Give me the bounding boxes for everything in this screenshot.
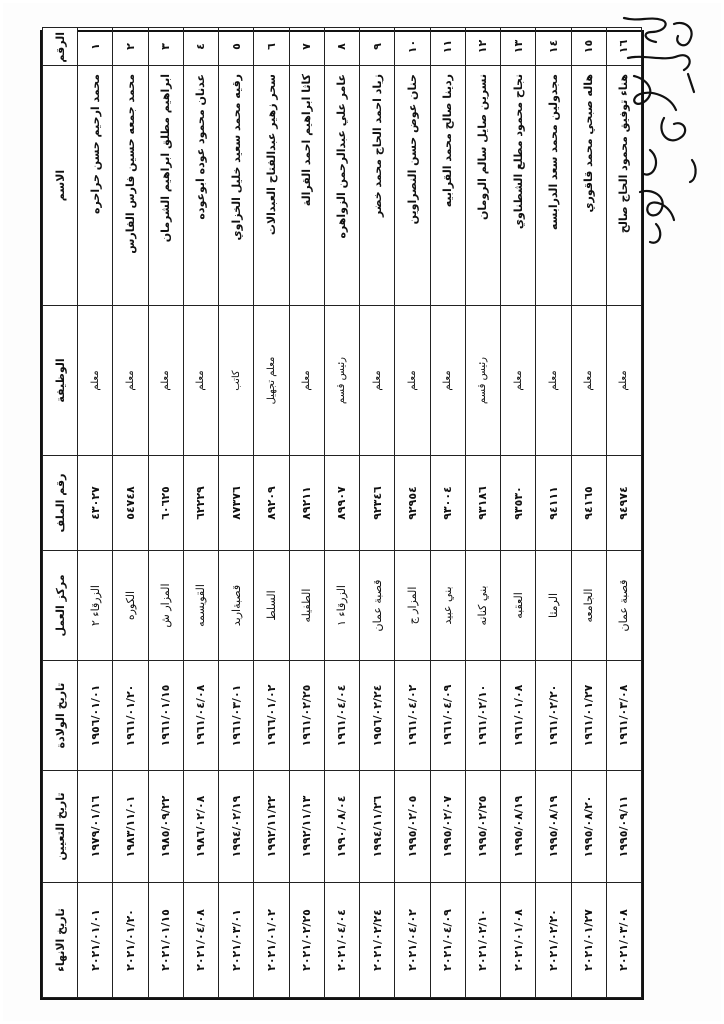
row-name: محمد ارحيم حسن حراحره bbox=[78, 66, 113, 306]
row-end-date: ٢٠٢١/٠٤/٠٩ bbox=[430, 883, 465, 998]
row-hire-date: ١٩٩٥/٠٢/٠٥ bbox=[395, 771, 430, 883]
row-center: المزار ش bbox=[148, 551, 183, 661]
row-end-date: ٢٠٢١/٠٤/٠٢ bbox=[395, 883, 430, 998]
handwritten-signature bbox=[604, 10, 714, 260]
row-name: سحر زهير عبدالفتاح العبدالات bbox=[254, 66, 289, 306]
row-job: رئيس قسم bbox=[324, 306, 359, 456]
row-center: السلط bbox=[254, 551, 289, 661]
row-birth-date: ١٩٦٦/٠١/٠٢ bbox=[254, 661, 289, 771]
row-birth-date: ١٩٦١/٠٣/٠٨ bbox=[606, 661, 641, 771]
row-birth-date: ١٩٦١/٠٤/٠٨ bbox=[183, 661, 218, 771]
row-job: معلم bbox=[430, 306, 465, 456]
row-name: زياد احمد الحاج محمد خضر bbox=[360, 66, 395, 306]
row-file-no: ٥٤٧٤٨ bbox=[113, 456, 148, 551]
table-row bbox=[324, 28, 359, 998]
row-file-no: ٦٢٢٢٩ bbox=[183, 456, 218, 551]
header-index: الرقم bbox=[43, 28, 78, 66]
row-hire-date: ١٩٩٥/٠٩/١١ bbox=[606, 771, 641, 883]
row-birth-date: ١٩٦١/٠٣/٠١ bbox=[219, 661, 254, 771]
row-index: ٩ bbox=[360, 28, 395, 66]
row-center: الكوره bbox=[113, 551, 148, 661]
row-name: مجدولين محمد سعد الدرابسه bbox=[536, 66, 571, 306]
row-end-date: ٢٠٢١/٠٣/٠١ bbox=[219, 883, 254, 998]
row-end-date: ٢٠٢١/٠١/٢٠ bbox=[113, 883, 148, 998]
table-row bbox=[430, 28, 465, 998]
row-file-no: ٦٠٦٢٥ bbox=[148, 456, 183, 551]
table-row bbox=[183, 28, 218, 998]
table-row bbox=[571, 28, 606, 998]
row-name: محمد جمعه حسين فارس الفارس bbox=[113, 66, 148, 306]
row-job: معلم bbox=[78, 306, 113, 456]
row-end-date: ٢٠٢١/٠٣/٠٨ bbox=[606, 883, 641, 998]
row-center: الزرقاء ١ bbox=[324, 551, 359, 661]
row-file-no: ٩٤١١١ bbox=[536, 456, 571, 551]
row-job: معلم تجهيل bbox=[254, 306, 289, 456]
row-hire-date: ١٩٩٤/٠٢/١٩ bbox=[219, 771, 254, 883]
row-name: حنان عوض حسن النصراوين bbox=[395, 66, 430, 306]
table-row bbox=[360, 28, 395, 998]
row-job: معلم bbox=[606, 306, 641, 456]
row-center: بني عبيد bbox=[430, 551, 465, 661]
row-index: ٧ bbox=[289, 28, 324, 66]
table-row bbox=[78, 28, 113, 998]
row-index: ٨ bbox=[324, 28, 359, 66]
row-end-date: ٢٠٢١/٠٢/٢٠ bbox=[536, 883, 571, 998]
row-center: الرمثا bbox=[536, 551, 571, 661]
row-name: هاله صبحي محمد قاقوري bbox=[571, 66, 606, 306]
row-birth-date: ١٩٦١/٠١/٢٠ bbox=[113, 661, 148, 771]
row-hire-date: ١٩٩٢/١١/١٣ bbox=[289, 771, 324, 883]
row-center: الزرقاء ٢ bbox=[78, 551, 113, 661]
row-file-no: ٩٣٥٣٠ bbox=[501, 456, 536, 551]
row-job: معلم bbox=[536, 306, 571, 456]
row-birth-date: ١٩٦١/٠١/٢٧ bbox=[571, 661, 606, 771]
row-birth-date: ١٩٦١/٠١/٠٨ bbox=[501, 661, 536, 771]
header-end-date: تاريخ الانهاء bbox=[43, 883, 78, 998]
row-end-date: ٢٠٢١/٠١/٠٨ bbox=[501, 883, 536, 998]
table-row bbox=[395, 28, 430, 998]
row-name: ردينا صالح محمد القرابيه bbox=[430, 66, 465, 306]
signature-area bbox=[604, 10, 714, 260]
table-row bbox=[254, 28, 289, 998]
row-file-no: ٨٩٢١١ bbox=[289, 456, 324, 551]
table-row bbox=[113, 28, 148, 998]
row-file-no: ٩٤١٦٥ bbox=[571, 456, 606, 551]
row-end-date: ٢٠٢١/٠٢/١٠ bbox=[465, 883, 500, 998]
row-name: هناء توفيق محمود الحاج صالح bbox=[606, 66, 641, 306]
row-center: القويسمه bbox=[183, 551, 218, 661]
row-end-date: ٢٠٢١/٠٢/٢٤ bbox=[360, 883, 395, 998]
row-hire-date: ١٩٩٥/٠٨/١٩ bbox=[536, 771, 571, 883]
table-row bbox=[465, 28, 500, 998]
row-index: ١٠ bbox=[395, 28, 430, 66]
table-header-row bbox=[43, 28, 78, 998]
row-center: بني كنانه bbox=[465, 551, 500, 661]
row-hire-date: ١٩٩٥/٠٢/٢٥ bbox=[465, 771, 500, 883]
row-hire-date: ١٩٨٣/١١/٠١ bbox=[113, 771, 148, 883]
table-row bbox=[219, 28, 254, 998]
row-job: معلم bbox=[571, 306, 606, 456]
row-job: معلم bbox=[360, 306, 395, 456]
row-hire-date: ١٩٩٥/٠٨/٢٠ bbox=[571, 771, 606, 883]
row-hire-date: ١٩٧٩/٠١/١٦ bbox=[78, 771, 113, 883]
header-name: الاسم bbox=[43, 66, 78, 306]
row-index: ٤ bbox=[183, 28, 218, 66]
row-center: قصبةاربد bbox=[219, 551, 254, 661]
row-job: رئيس قسم bbox=[465, 306, 500, 456]
row-end-date: ٢٠٢١/٠١/١٥ bbox=[148, 883, 183, 998]
row-name: نسرين صايل سالم الرومان bbox=[465, 66, 500, 306]
row-name: كاثا ابراهيم احمد القرالة bbox=[289, 66, 324, 306]
row-job: كاتب bbox=[219, 306, 254, 456]
row-hire-date: ١٩٩٤/١١/٢٦ bbox=[360, 771, 395, 883]
row-birth-date: ١٩٦١/٠٤/٠٢ bbox=[395, 661, 430, 771]
row-hire-date: ١٩٩٥/٠٢/٠٧ bbox=[430, 771, 465, 883]
row-end-date: ٢٠٢١/٠٢/٢٥ bbox=[289, 883, 324, 998]
row-job: معلم bbox=[113, 306, 148, 456]
row-index: ١٤ bbox=[536, 28, 571, 66]
row-index: ١١ bbox=[430, 28, 465, 66]
row-index: ٢ bbox=[113, 28, 148, 66]
row-hire-date: ١٩٩٢/١١/٢٢ bbox=[254, 771, 289, 883]
row-center: الطفيله bbox=[289, 551, 324, 661]
header-hire-date: تاريخ التعيين bbox=[43, 771, 78, 883]
row-job: معلم bbox=[395, 306, 430, 456]
table-row bbox=[148, 28, 183, 998]
row-hire-date: ١٩٨٥/٠٩/٢٢ bbox=[148, 771, 183, 883]
row-index: ٥ bbox=[219, 28, 254, 66]
row-birth-date: ١٩٦١/٠٤/٠٤ bbox=[324, 661, 359, 771]
row-center: قصبة عمان bbox=[606, 551, 641, 661]
row-birth-date: ١٩٥٦/٠١/٠١ bbox=[78, 661, 113, 771]
row-file-no: ٨٧٣٧٦ bbox=[219, 456, 254, 551]
row-file-no: ٩٢٣٤٦ bbox=[360, 456, 395, 551]
row-file-no: ٩٣١٨٦ bbox=[465, 456, 500, 551]
row-job: معلم bbox=[501, 306, 536, 456]
table-row bbox=[289, 28, 324, 998]
row-index: ١٥ bbox=[571, 28, 606, 66]
row-name: نجاح محمود مطلع الشطناوي bbox=[501, 66, 536, 306]
row-end-date: ٢٠٢١/٠١/٠١ bbox=[78, 883, 113, 998]
row-birth-date: ١٩٥٦/٠٢/٢٤ bbox=[360, 661, 395, 771]
row-hire-date: ١٩٨٦/٠٢/٠٨ bbox=[183, 771, 218, 883]
row-index: ٦ bbox=[254, 28, 289, 66]
row-hire-date: ١٩٩٥/٠٨/١٩ bbox=[501, 771, 536, 883]
row-birth-date: ١٩٦١/٠٤/٠٩ bbox=[430, 661, 465, 771]
row-hire-date: ١٩٩٠/٠٨/٠٤ bbox=[324, 771, 359, 883]
row-file-no: ٩٤٩٧٤ bbox=[606, 456, 641, 551]
table-row bbox=[501, 28, 536, 998]
header-birth-date: تاريخ الولادة bbox=[43, 661, 78, 771]
row-birth-date: ١٩٦١/٠١/١٥ bbox=[148, 661, 183, 771]
row-name: عدنان محمود عوده ابوعوده bbox=[183, 66, 218, 306]
row-center: الجامعه bbox=[571, 551, 606, 661]
row-birth-date: ١٩٦١/٠٢/٢٠ bbox=[536, 661, 571, 771]
row-index: ٣ bbox=[148, 28, 183, 66]
row-file-no: ٨٩٢٠٩ bbox=[254, 456, 289, 551]
row-center: المزار ج bbox=[395, 551, 430, 661]
row-birth-date: ١٩٦١/٠٢/٢٥ bbox=[289, 661, 324, 771]
row-file-no: ٩٣٠٠٤ bbox=[430, 456, 465, 551]
row-name: ابراهيم مطلق ابراهيم الشرمان bbox=[148, 66, 183, 306]
row-end-date: ٢٠٢١/٠٤/٠٨ bbox=[183, 883, 218, 998]
row-index: ١٦ bbox=[606, 28, 641, 66]
row-center: العقبه bbox=[501, 551, 536, 661]
row-file-no: ٩٢٩٥٤ bbox=[395, 456, 430, 551]
retirement-table bbox=[42, 27, 642, 998]
row-file-no: ٤٣٠٢٧ bbox=[78, 456, 113, 551]
row-name: عامر علي عبدالرحمن الزواهره bbox=[324, 66, 359, 306]
row-index: ١ bbox=[78, 28, 113, 66]
row-job: معلم bbox=[289, 306, 324, 456]
header-job: الوظيفة bbox=[43, 306, 78, 456]
row-job: معلم bbox=[148, 306, 183, 456]
retirement-table-container bbox=[40, 30, 644, 1000]
row-index: ١٢ bbox=[465, 28, 500, 66]
row-birth-date: ١٩٦١/٠٢/١٠ bbox=[465, 661, 500, 771]
row-job: معلم bbox=[183, 306, 218, 456]
table-body bbox=[78, 28, 642, 998]
row-end-date: ٢٠٢١/٠٤/٠٤ bbox=[324, 883, 359, 998]
row-end-date: ٢٠٢١/٠١/٢٧ bbox=[571, 883, 606, 998]
row-end-date: ٢٠٢١/٠١/٠٢ bbox=[254, 883, 289, 998]
header-file-no: رقم الملف bbox=[43, 456, 78, 551]
row-index: ١٣ bbox=[501, 28, 536, 66]
row-name: رقيه محمد سعيد خليل الخزاوي bbox=[219, 66, 254, 306]
header-center: مركز العمل bbox=[43, 551, 78, 661]
row-center: قصبة عمان bbox=[360, 551, 395, 661]
table-row bbox=[536, 28, 571, 998]
row-file-no: ٨٩٩٠٧ bbox=[324, 456, 359, 551]
